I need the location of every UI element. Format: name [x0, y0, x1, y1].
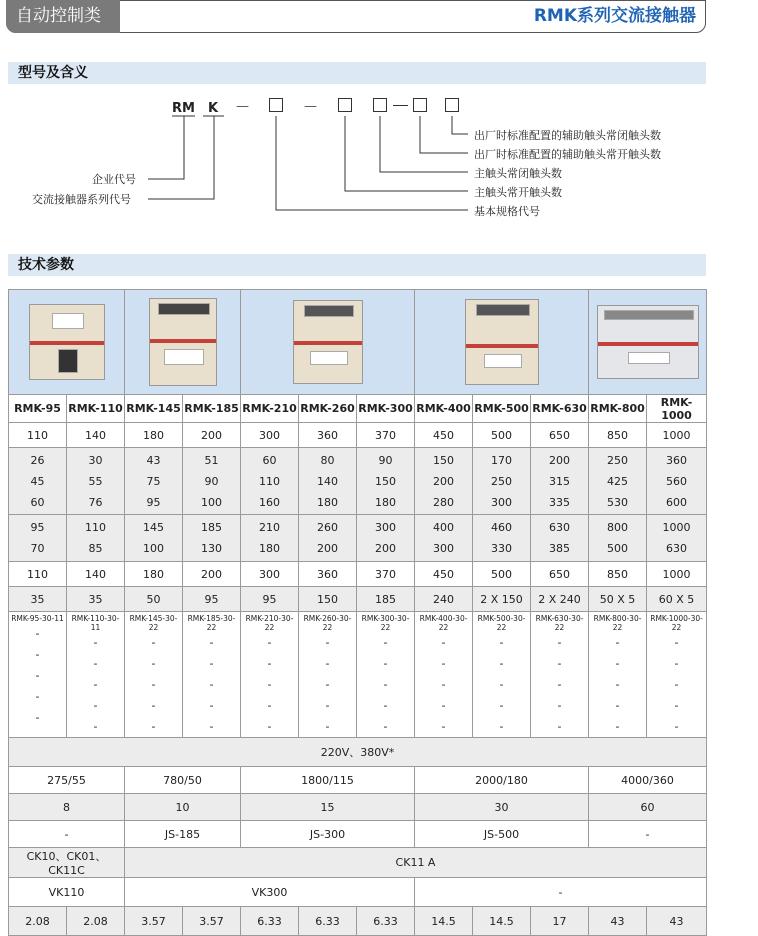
- cell: VK300: [125, 878, 415, 907]
- code-text: RMK-800-30-22: [593, 614, 642, 632]
- weight-cell: 6.33: [357, 907, 415, 936]
- cell-line: 140: [317, 474, 338, 488]
- cell-line: 210: [259, 521, 280, 534]
- stack-cell: [531, 448, 589, 515]
- dash-mark: -: [209, 678, 214, 691]
- stack-cell: [183, 448, 241, 515]
- row-e: [9, 878, 707, 907]
- dash-mark: -: [325, 657, 330, 670]
- row-weight: [9, 907, 707, 936]
- cell-line: 530: [607, 495, 629, 509]
- contactor-800-1000-image: [589, 290, 707, 395]
- row-wire-section: [9, 587, 707, 612]
- cell: 185: [357, 587, 415, 612]
- model-code-diagram: [0, 90, 758, 230]
- row-b: [9, 794, 707, 821]
- dash-mark: -: [35, 648, 40, 661]
- stack-cell: [357, 515, 415, 562]
- weight-cell: 6.33: [241, 907, 299, 936]
- stack-cell: [241, 515, 299, 562]
- cell-line: 180: [375, 495, 397, 509]
- model-name-cell: RMK-185: [183, 395, 241, 423]
- cell: 8: [9, 794, 125, 821]
- cell-line: 110: [85, 521, 106, 534]
- label-main-no: 主触头常开触头数: [474, 186, 562, 199]
- weight-cell: 43: [589, 907, 647, 936]
- stack-cell: [299, 515, 357, 562]
- contactor-145-185-image: [125, 290, 241, 395]
- cell-line: 100: [201, 495, 222, 509]
- dash-mark: -: [93, 657, 98, 670]
- code-cell: [125, 612, 183, 738]
- cell: 2 X 240: [531, 587, 589, 612]
- cell: -: [589, 821, 707, 848]
- row-d: [9, 848, 707, 878]
- cell-line: 45: [30, 474, 45, 488]
- cell: 300: [241, 423, 299, 448]
- model-dash-1: —: [236, 99, 249, 114]
- code-cell: [531, 612, 589, 738]
- cell-line: 250: [491, 474, 513, 488]
- code-cell: [415, 612, 473, 738]
- dash-mark: -: [557, 720, 562, 733]
- cell-line: 500: [607, 542, 629, 555]
- weight-cell: 14.5: [415, 907, 473, 936]
- cell: 2 X 150: [473, 587, 531, 612]
- cell: 150: [299, 587, 357, 612]
- label-main-nc: 主触头常闭触头数: [474, 167, 562, 180]
- dash-mark: -: [615, 678, 620, 691]
- row-thermal-current: [9, 562, 707, 587]
- dash-mark: -: [615, 636, 620, 649]
- stack-cell: [589, 448, 647, 515]
- cell-line: 160: [259, 495, 280, 509]
- model-name-cell: RMK-300: [357, 395, 415, 423]
- stack-cell: [9, 448, 67, 515]
- stack-cell: [473, 515, 531, 562]
- cell: CK11 A: [125, 848, 707, 878]
- dash-mark: -: [441, 699, 446, 712]
- stack-cell: [589, 515, 647, 562]
- dash-mark: -: [325, 636, 330, 649]
- code-text: RMK-400-30-22: [419, 614, 468, 632]
- dash-mark: -: [441, 636, 446, 649]
- cell: 1800/115: [241, 767, 415, 794]
- code-text: RMK-630-30-22: [535, 614, 584, 632]
- dash-mark: -: [674, 657, 679, 670]
- spec-table: [8, 289, 707, 936]
- stack-cell: [9, 515, 67, 562]
- row-c: [9, 821, 707, 848]
- cell-line: 75: [146, 474, 161, 488]
- cell-line: 145: [143, 521, 164, 534]
- dash-mark: -: [557, 699, 562, 712]
- code-text: RMK-110-30-11: [71, 614, 120, 632]
- cell: 200: [183, 562, 241, 587]
- code-text: RMK-260-30-22: [303, 614, 352, 632]
- cell-line: 385: [549, 542, 571, 555]
- row-a: [9, 767, 707, 794]
- cell-line: 95: [146, 495, 161, 509]
- dash-mark: -: [499, 720, 504, 733]
- cell-line: 200: [549, 453, 571, 467]
- cell-line: 800: [607, 521, 629, 534]
- cell-line: 130: [201, 542, 222, 555]
- code-cell: [589, 612, 647, 738]
- cell: 2000/180: [415, 767, 589, 794]
- dash-mark: -: [151, 636, 156, 649]
- dash-mark: -: [209, 720, 214, 733]
- dash-mark: -: [557, 678, 562, 691]
- cell-line: 250: [607, 453, 629, 467]
- cell-line: 55: [88, 474, 103, 488]
- stack-cell: [473, 448, 531, 515]
- dash-mark: -: [557, 636, 562, 649]
- dash-mark: -: [557, 657, 562, 670]
- cell-line: 95: [30, 521, 45, 534]
- code-cell: [299, 612, 357, 738]
- stack-cell: [183, 515, 241, 562]
- code-cell: [357, 612, 415, 738]
- dash-mark: -: [151, 720, 156, 733]
- model-name-cell: RMK-500: [473, 395, 531, 423]
- cell: 450: [415, 562, 473, 587]
- dash-mark: -: [674, 636, 679, 649]
- cell-line: 60: [262, 453, 277, 467]
- cell-line: 70: [30, 542, 45, 555]
- dash-mark: -: [383, 636, 388, 649]
- cell: 450: [415, 423, 473, 448]
- model-name-cell: RMK-400: [415, 395, 473, 423]
- cell: -: [9, 821, 125, 848]
- label-company-code: 企业代号: [92, 173, 136, 186]
- code-text: RMK-1000-30-22: [650, 614, 703, 632]
- model-name-cell: RMK-630: [531, 395, 589, 423]
- cell-line: 200: [433, 474, 455, 488]
- dash-mark: -: [499, 678, 504, 691]
- cell: JS-300: [241, 821, 415, 848]
- model-box-2: [338, 98, 352, 112]
- cell-line: 150: [433, 453, 455, 467]
- dash-mark: -: [35, 627, 40, 640]
- stack-cell: [531, 515, 589, 562]
- cell-line: 280: [433, 495, 455, 509]
- stack-cell: [647, 448, 707, 515]
- code-text: RMK-185-30-22: [187, 614, 236, 632]
- cell: 50 X 5: [589, 587, 647, 612]
- cell-line: 1000: [662, 521, 691, 534]
- cell-line: 425: [607, 474, 629, 488]
- code-text: RMK-500-30-22: [477, 614, 526, 632]
- dash-mark: -: [441, 720, 446, 733]
- model-box-4: [413, 98, 427, 112]
- contactor-210-300-image: [241, 290, 415, 395]
- label-series-code: 交流接触器系列代号: [32, 193, 131, 206]
- cell: 1000: [647, 423, 707, 448]
- weight-cell: 3.57: [125, 907, 183, 936]
- cell-line: 85: [88, 542, 103, 555]
- weight-cell: 6.33: [299, 907, 357, 936]
- cell-line: 330: [491, 542, 513, 555]
- code-cell: [647, 612, 707, 738]
- cell-line: 110: [259, 474, 280, 488]
- dash-mark: -: [499, 636, 504, 649]
- code-text: RMK-210-30-22: [245, 614, 294, 632]
- weight-cell: 17: [531, 907, 589, 936]
- label-aux-no: 出厂时标准配置的辅助触头常开触头数: [474, 148, 661, 161]
- cell-line: 315: [549, 474, 571, 488]
- section-model-title: 型号及含义: [8, 62, 706, 84]
- cell: 650: [531, 423, 589, 448]
- stack-cell: [357, 448, 415, 515]
- model-name-cell: RMK-210: [241, 395, 299, 423]
- cell: 35: [9, 587, 67, 612]
- cell: 370: [357, 423, 415, 448]
- dash-mark: -: [93, 636, 98, 649]
- voltage-cell: 220V、380V*: [9, 738, 707, 767]
- code-cell: [473, 612, 531, 738]
- cell-line: 90: [378, 453, 393, 467]
- cell-line: 300: [433, 542, 455, 555]
- model-name-cell: RMK-95: [9, 395, 67, 423]
- cell: JS-500: [415, 821, 589, 848]
- model-prefix-k: K: [208, 101, 219, 116]
- cell: 30: [415, 794, 589, 821]
- cell: 370: [357, 562, 415, 587]
- model-name-cell: RMK-1000: [647, 395, 707, 423]
- code-text: RMK-300-30-22: [361, 614, 410, 632]
- dash-mark: -: [674, 720, 679, 733]
- contactor-400-630-image: [415, 290, 589, 395]
- dash-mark: -: [383, 657, 388, 670]
- stack-cell: [415, 448, 473, 515]
- cell-line: 30: [88, 453, 103, 467]
- stack-cell: [299, 448, 357, 515]
- cell-line: 180: [317, 495, 338, 509]
- label-aux-nc: 出厂时标准配置的辅助触头常闭触头数: [474, 129, 661, 142]
- cell: 60: [589, 794, 707, 821]
- cell: 180: [125, 562, 183, 587]
- dash-mark: -: [151, 699, 156, 712]
- stack-cell: [415, 515, 473, 562]
- cell: 110: [9, 562, 67, 587]
- cell: 35: [67, 587, 125, 612]
- dash-mark: -: [441, 657, 446, 670]
- dash-mark: -: [35, 711, 40, 724]
- code-text: RMK-145-30-22: [129, 614, 178, 632]
- model-header-row: [9, 395, 707, 423]
- dash-mark: -: [267, 657, 272, 670]
- cell-line: 51: [204, 453, 219, 467]
- dash-mark: -: [151, 657, 156, 670]
- dash-mark: -: [383, 699, 388, 712]
- cell: 60 X 5: [647, 587, 707, 612]
- label-base-spec: 基本规格代号: [474, 205, 540, 218]
- cell: 10: [125, 794, 241, 821]
- dash-mark: -: [325, 699, 330, 712]
- dash-mark: -: [325, 678, 330, 691]
- cell-line: 360: [666, 453, 688, 467]
- model-dash-2: —: [304, 99, 317, 114]
- cell-line: 150: [375, 474, 397, 488]
- section-tech-title: 技术参数: [8, 254, 706, 276]
- cell: 4000/360: [589, 767, 707, 794]
- dash-mark: -: [209, 636, 214, 649]
- cell: 95: [183, 587, 241, 612]
- code-text: RMK-95-30-11: [11, 614, 64, 623]
- cell: 275/55: [9, 767, 125, 794]
- row-model-codes: [9, 612, 707, 738]
- model-prefix-rm: RM: [172, 101, 195, 116]
- cell: 650: [531, 562, 589, 587]
- stack-cell: [125, 448, 183, 515]
- row-voltage: [9, 738, 707, 767]
- dash-mark: -: [35, 669, 40, 682]
- cell: 240: [415, 587, 473, 612]
- dash-mark: -: [267, 699, 272, 712]
- cell: CK10、CK01、CK11C: [9, 848, 125, 878]
- row-power: [9, 515, 707, 562]
- dash-mark: -: [441, 678, 446, 691]
- dash-mark: -: [267, 636, 272, 649]
- model-box-1: [269, 98, 283, 112]
- dash-mark: -: [499, 657, 504, 670]
- dash-mark: -: [93, 678, 98, 691]
- cell: 15: [241, 794, 415, 821]
- dash-mark: -: [93, 699, 98, 712]
- cell-line: 300: [491, 495, 513, 509]
- model-box-5: [445, 98, 459, 112]
- weight-cell: 2.08: [9, 907, 67, 936]
- cell-line: 100: [143, 542, 164, 555]
- cell: 850: [589, 562, 647, 587]
- cell: 360: [299, 562, 357, 587]
- dash-mark: -: [674, 678, 679, 691]
- dash-mark: -: [151, 678, 156, 691]
- cell-line: 43: [146, 453, 161, 467]
- cell: 500: [473, 562, 531, 587]
- code-cell: [241, 612, 299, 738]
- dash-mark: -: [615, 720, 620, 733]
- cell: 500: [473, 423, 531, 448]
- dash-mark: -: [674, 699, 679, 712]
- dash-mark: -: [615, 657, 620, 670]
- dash-mark: -: [209, 657, 214, 670]
- dash-mark: -: [499, 699, 504, 712]
- model-dash-3: [393, 105, 408, 106]
- cell-line: 80: [320, 453, 335, 467]
- code-cell: [9, 612, 67, 738]
- model-box-3: [373, 98, 387, 112]
- cell-line: 200: [375, 542, 397, 555]
- cell: 300: [241, 562, 299, 587]
- cell: 780/50: [125, 767, 241, 794]
- cell-line: 600: [666, 495, 688, 509]
- weight-cell: 2.08: [67, 907, 125, 936]
- stack-cell: [241, 448, 299, 515]
- cell-line: 460: [491, 521, 513, 534]
- cell-line: 170: [491, 453, 513, 467]
- cell-line: 560: [666, 474, 688, 488]
- cell-line: 260: [317, 521, 338, 534]
- cell: 360: [299, 423, 357, 448]
- model-name-cell: RMK-800: [589, 395, 647, 423]
- model-name-cell: RMK-145: [125, 395, 183, 423]
- dash-mark: -: [267, 720, 272, 733]
- contactor-95-110-image: [9, 290, 125, 395]
- cell-line: 60: [30, 495, 45, 509]
- dash-mark: -: [325, 720, 330, 733]
- cell: 180: [125, 423, 183, 448]
- dash-mark: -: [383, 720, 388, 733]
- dash-mark: -: [383, 678, 388, 691]
- page-title: RMK系列交流接触器: [533, 6, 696, 26]
- dash-mark: -: [209, 699, 214, 712]
- model-name-cell: RMK-260: [299, 395, 357, 423]
- weight-cell: 43: [647, 907, 707, 936]
- image-row: [9, 290, 707, 395]
- cell-line: 200: [317, 542, 338, 555]
- cell-line: 335: [549, 495, 571, 509]
- cell-line: 300: [375, 521, 397, 534]
- cell: 95: [241, 587, 299, 612]
- stack-cell: [647, 515, 707, 562]
- dash-mark: -: [267, 678, 272, 691]
- cell-line: 185: [201, 521, 222, 534]
- cell: JS-185: [125, 821, 241, 848]
- cell-line: 630: [666, 542, 688, 555]
- cell: 110: [9, 423, 67, 448]
- code-cell: [183, 612, 241, 738]
- cell-line: 400: [433, 521, 455, 534]
- row-rated-current: [9, 423, 707, 448]
- cell: 140: [67, 562, 125, 587]
- weight-cell: 14.5: [473, 907, 531, 936]
- cell: VK110: [9, 878, 125, 907]
- cell-line: 630: [549, 521, 571, 534]
- row-ac3-current: [9, 448, 707, 515]
- cell: 50: [125, 587, 183, 612]
- dash-mark: -: [615, 699, 620, 712]
- cell-line: 26: [30, 453, 45, 467]
- code-cell: [67, 612, 125, 738]
- stack-cell: [125, 515, 183, 562]
- stack-cell: [67, 515, 125, 562]
- cell-line: 180: [259, 542, 280, 555]
- stack-cell: [67, 448, 125, 515]
- dash-mark: -: [35, 690, 40, 703]
- cell: 1000: [647, 562, 707, 587]
- model-name-cell: RMK-110: [67, 395, 125, 423]
- dash-mark: -: [93, 720, 98, 733]
- cell: 850: [589, 423, 647, 448]
- cell: 140: [67, 423, 125, 448]
- weight-cell: 3.57: [183, 907, 241, 936]
- cell: -: [415, 878, 707, 907]
- cell-line: 76: [88, 495, 103, 509]
- cell: 200: [183, 423, 241, 448]
- category-label: 自动控制类: [6, 0, 120, 33]
- cell-line: 90: [204, 474, 219, 488]
